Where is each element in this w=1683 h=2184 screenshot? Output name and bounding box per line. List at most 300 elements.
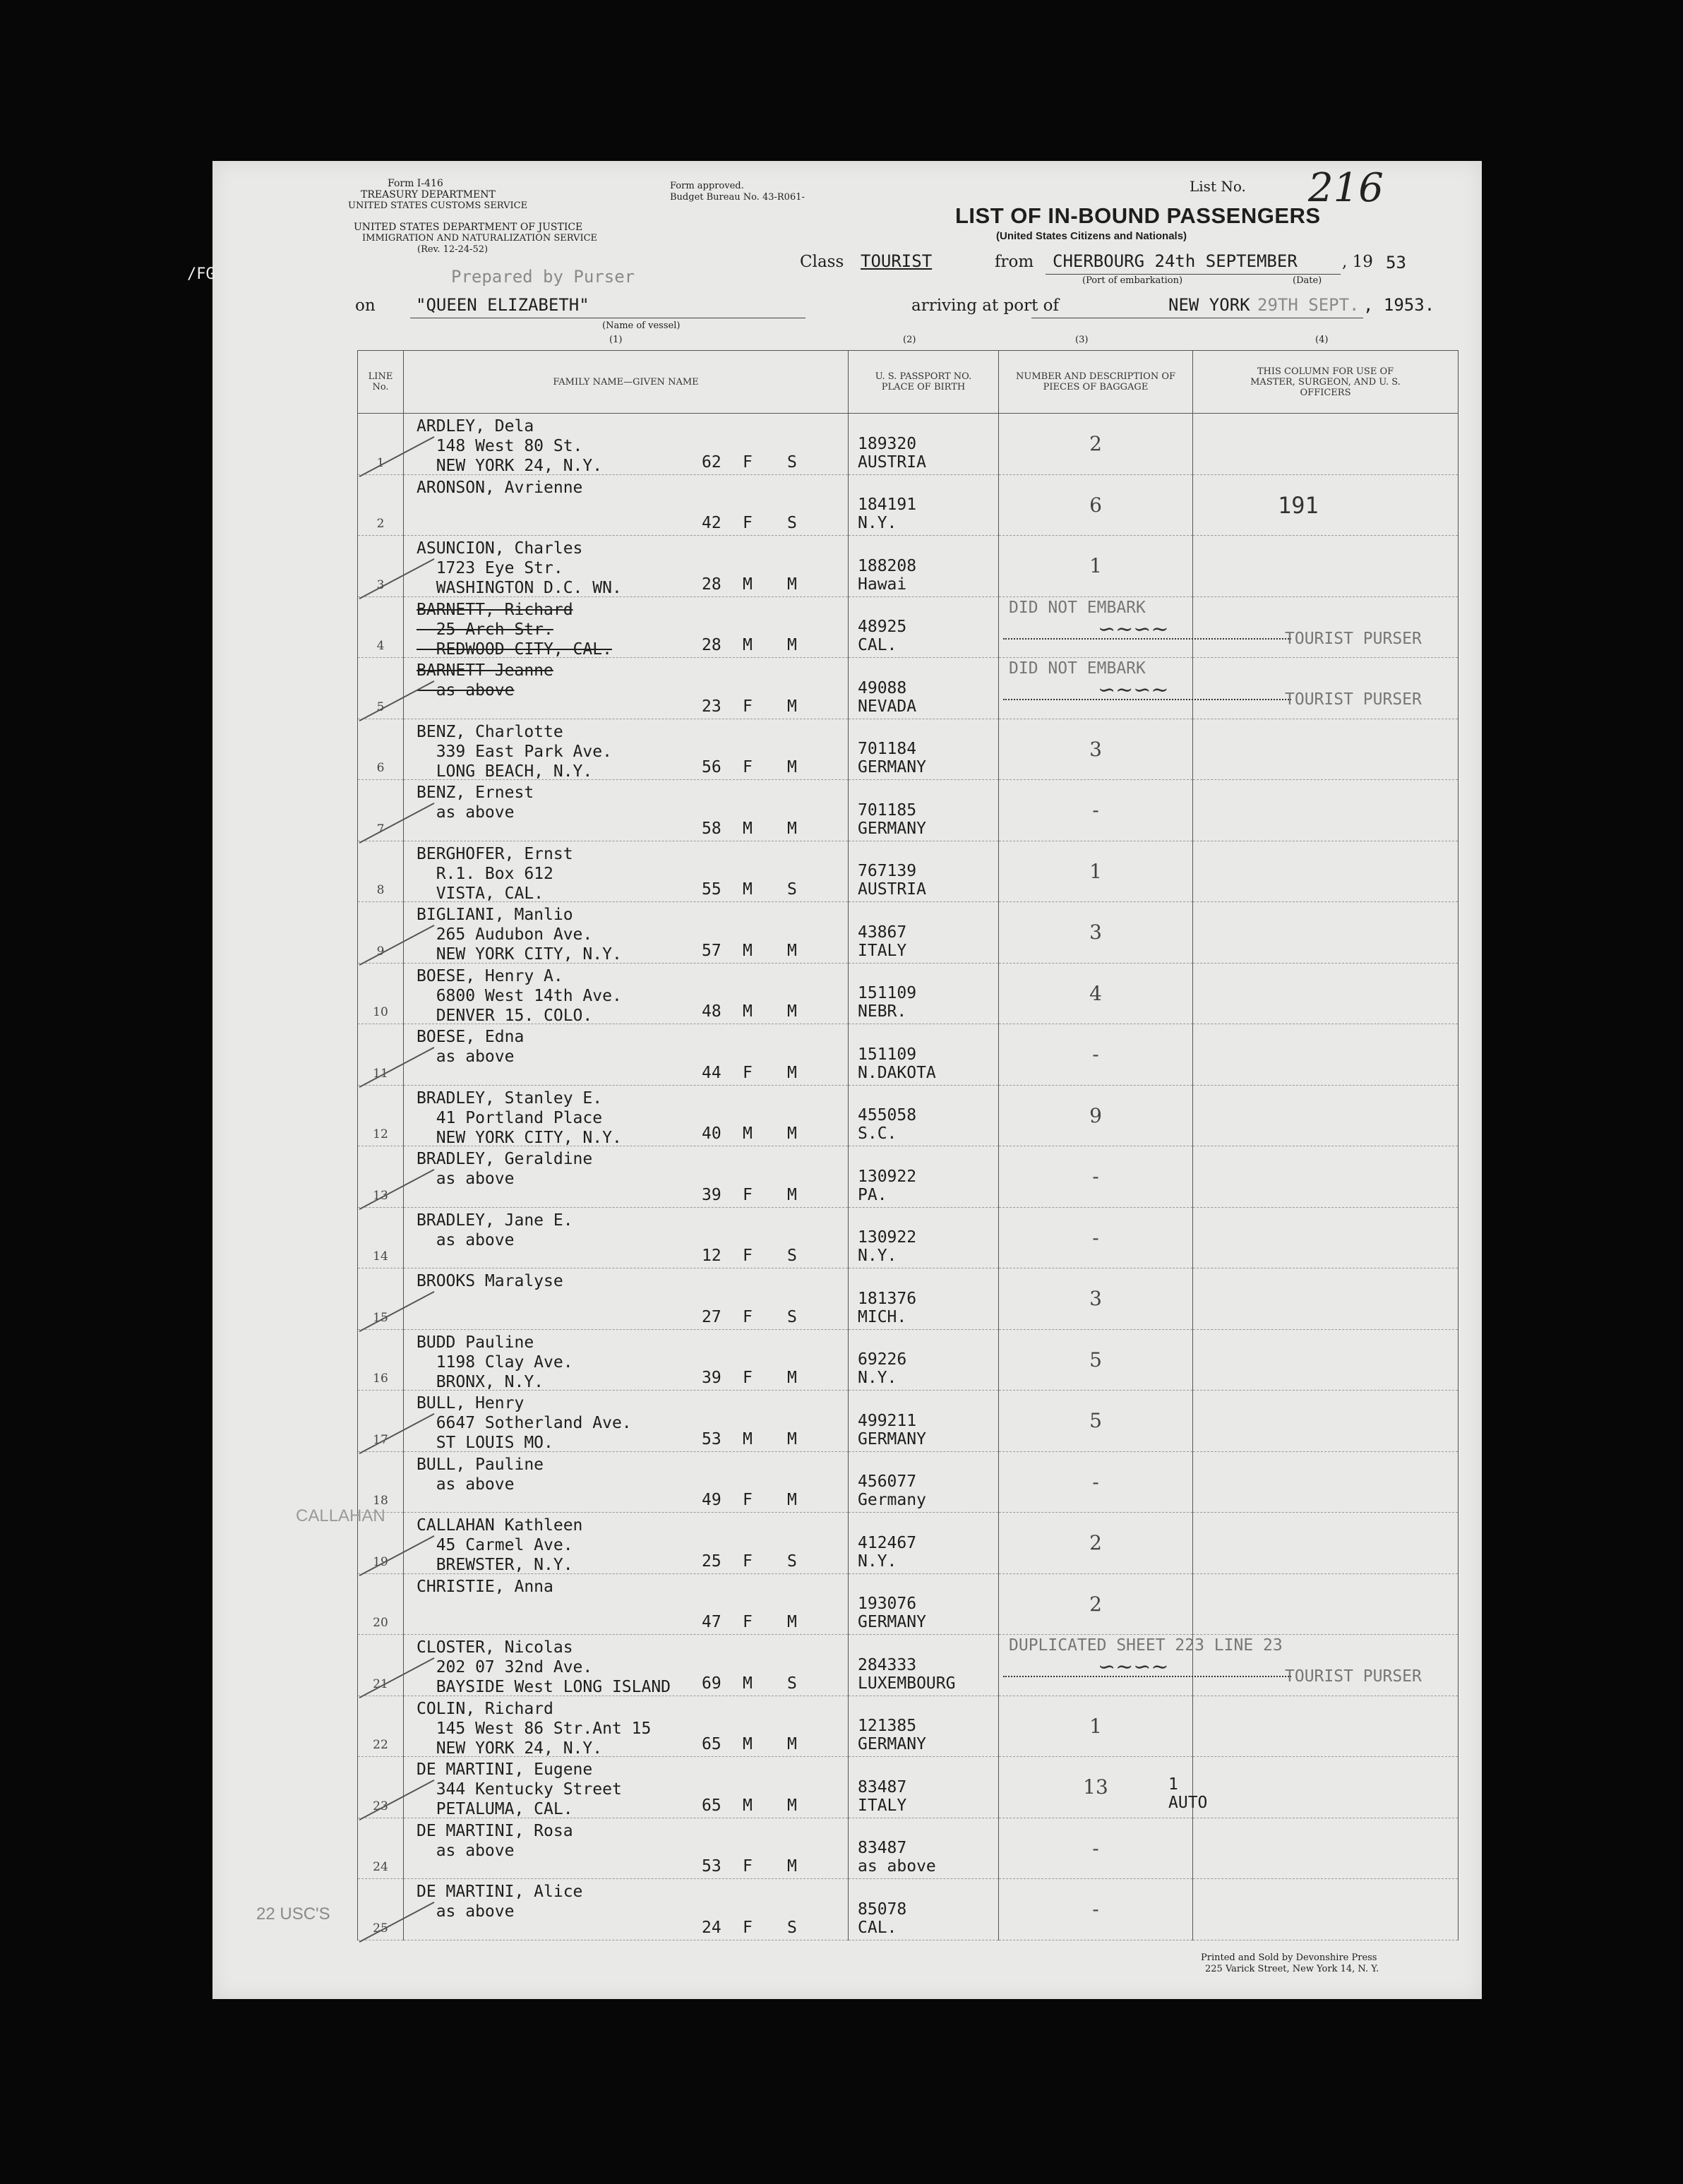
name-cell bbox=[404, 780, 849, 841]
baggage-cell bbox=[999, 1696, 1193, 1757]
passenger-name-address: CLOSTER, Nicolas 202 07 32nd Ave. BAYSIDE West LONG ISLAND bbox=[417, 1638, 671, 1696]
passport-number: 121385 bbox=[858, 1717, 917, 1735]
prepared-by: Prepared by Purser bbox=[451, 267, 635, 287]
embarkation-year: 53 bbox=[1386, 253, 1406, 272]
marital-status: S bbox=[787, 452, 797, 472]
table-row bbox=[358, 1635, 1459, 1696]
passenger-name-address: BOESE, Henry A. 6800 West 14th Ave. DENVER 15. COLO. bbox=[417, 966, 622, 1025]
on-label: on bbox=[355, 296, 376, 315]
table-row bbox=[358, 1268, 1459, 1330]
baggage-cell bbox=[999, 902, 1193, 964]
baggage-cell bbox=[999, 1024, 1193, 1086]
officers-cell bbox=[1193, 658, 1459, 719]
line-number-cell bbox=[358, 1818, 404, 1879]
passport-number: 188208 bbox=[858, 556, 917, 575]
place-of-birth: N.Y. bbox=[858, 1247, 897, 1265]
officers-cell bbox=[1193, 1757, 1459, 1818]
officers-cell bbox=[1193, 474, 1459, 536]
line-number: 12 bbox=[373, 1127, 388, 1141]
class-value: TOURIST bbox=[861, 251, 933, 271]
passenger-sex: M bbox=[743, 1674, 753, 1693]
table-row bbox=[358, 902, 1459, 964]
line-number-cell bbox=[358, 1085, 404, 1146]
line-number-cell bbox=[358, 1696, 404, 1757]
budget-bureau: Budget Bureau No. 43-R061- bbox=[670, 192, 805, 203]
baggage-count: 5 bbox=[1089, 1348, 1102, 1372]
place-of-birth: Germany bbox=[858, 1491, 926, 1509]
officers-cell bbox=[1193, 719, 1459, 780]
line-number: 6 bbox=[376, 761, 385, 775]
marital-status: M bbox=[787, 1369, 797, 1387]
name-cell bbox=[404, 902, 849, 964]
name-cell bbox=[404, 536, 849, 597]
line-number: 24 bbox=[373, 1860, 388, 1874]
passenger-age: 40 bbox=[702, 1124, 721, 1143]
passenger-sex: M bbox=[743, 575, 753, 594]
line-number: 8 bbox=[376, 883, 385, 897]
passenger-age: 25 bbox=[702, 1552, 721, 1571]
marital-status: M bbox=[787, 758, 797, 776]
passenger-age: 53 bbox=[702, 1857, 721, 1876]
passenger-sex: F bbox=[743, 452, 753, 472]
treasury-dept: TREASURY DEPARTMENT bbox=[361, 189, 496, 200]
form-approved: Form approved. bbox=[670, 181, 744, 191]
status-note: DID NOT EMBARK bbox=[1009, 598, 1146, 617]
passenger-age: 49 bbox=[702, 1491, 721, 1509]
passenger-age: 65 bbox=[702, 1735, 721, 1753]
place-of-birth: as above bbox=[858, 1857, 936, 1876]
baggage-count: 9 bbox=[1089, 1103, 1102, 1127]
passenger-age: 12 bbox=[702, 1247, 721, 1265]
officer-notation: 191 bbox=[1278, 491, 1319, 519]
officers-cell bbox=[1193, 780, 1459, 841]
place-of-birth: GERMANY bbox=[858, 1613, 926, 1631]
baggage-count: 2 bbox=[1089, 1592, 1102, 1616]
line-number: 3 bbox=[376, 577, 385, 592]
marital-status: M bbox=[787, 1857, 797, 1876]
header-line-no: LINE No. bbox=[358, 351, 404, 414]
passport-cell bbox=[849, 1573, 999, 1635]
table-row bbox=[358, 719, 1459, 780]
line-number-cell bbox=[358, 1451, 404, 1513]
officers-cell bbox=[1193, 1207, 1459, 1268]
page-title: LIST OF IN-BOUND PASSENGERS bbox=[955, 203, 1321, 228]
marital-status: M bbox=[787, 1124, 797, 1143]
place-of-birth: N.Y. bbox=[858, 1552, 897, 1571]
name-cell bbox=[404, 1268, 849, 1330]
passenger-sex: F bbox=[743, 1918, 753, 1937]
passport-cell bbox=[849, 963, 999, 1024]
passport-number: 412467 bbox=[858, 1533, 917, 1552]
baggage-cell bbox=[999, 1573, 1193, 1635]
baggage-cell bbox=[999, 963, 1193, 1024]
name-cell bbox=[404, 1207, 849, 1268]
baggage-cell bbox=[999, 1451, 1193, 1513]
marital-status: S bbox=[787, 1552, 797, 1571]
baggage-cell bbox=[999, 1818, 1193, 1879]
name-cell bbox=[404, 1146, 849, 1208]
passenger-sex: F bbox=[743, 1857, 753, 1876]
marital-status: M bbox=[787, 819, 797, 838]
passenger-sex: M bbox=[743, 1796, 753, 1815]
baggage-cell bbox=[999, 1635, 1283, 1696]
line-number: 19 bbox=[373, 1554, 388, 1569]
passenger-sex: F bbox=[743, 1063, 753, 1082]
header-baggage: NUMBER AND DESCRIPTION OF PIECES OF BAGGAGE bbox=[999, 351, 1193, 414]
marital-status: M bbox=[787, 1491, 797, 1509]
name-cell bbox=[404, 474, 849, 536]
name-cell bbox=[404, 1085, 849, 1146]
table-row bbox=[358, 1757, 1459, 1818]
place-of-birth: GERMANY bbox=[858, 1429, 926, 1448]
table-row bbox=[358, 1513, 1459, 1574]
port-caption: (Port of embarkation) bbox=[1082, 275, 1183, 286]
passport-number: 151109 bbox=[858, 1045, 917, 1064]
place-of-birth: CAL. bbox=[858, 1918, 897, 1937]
name-cell bbox=[404, 963, 849, 1024]
table-row bbox=[358, 414, 1459, 475]
line-number: 13 bbox=[373, 1188, 388, 1203]
status-note: DID NOT EMBARK bbox=[1009, 659, 1146, 678]
margin-note-callahan: CALLAHAN bbox=[296, 1506, 385, 1525]
passport-number: 184191 bbox=[858, 496, 917, 514]
baggage-count: - bbox=[1092, 1836, 1099, 1860]
passport-number: 284333 bbox=[858, 1655, 917, 1674]
baggage-count: 2 bbox=[1089, 1531, 1102, 1554]
place-of-birth: ITALY bbox=[858, 1796, 907, 1815]
status-note: DUPLICATED SHEET 223 LINE 23 bbox=[1009, 1636, 1283, 1655]
passport-number: 455058 bbox=[858, 1106, 917, 1124]
passenger-sex: F bbox=[743, 1613, 753, 1631]
margin-code: /FG bbox=[187, 265, 215, 283]
column-number-4: (4) bbox=[1315, 335, 1329, 345]
passenger-sex: F bbox=[743, 1247, 753, 1265]
line-number: 11 bbox=[373, 1066, 388, 1081]
table-row bbox=[358, 1573, 1459, 1635]
baggage-count: - bbox=[1092, 1897, 1099, 1921]
officers-cell bbox=[1193, 1391, 1459, 1452]
passport-cell bbox=[849, 1696, 999, 1757]
name-cell bbox=[404, 414, 849, 475]
place-of-birth: GERMANY bbox=[858, 1735, 926, 1753]
passenger-sex: M bbox=[743, 1429, 753, 1448]
officers-cell bbox=[1193, 1268, 1459, 1330]
passenger-name-address: CALLAHAN Kathleen 45 Carmel Ave. BREWSTER, N.Y. bbox=[417, 1516, 583, 1574]
place-of-birth: PA. bbox=[858, 1185, 887, 1204]
line-number: 25 bbox=[373, 1921, 388, 1936]
vessel-caption: (Name of vessel) bbox=[602, 320, 681, 331]
marital-status: M bbox=[787, 575, 797, 594]
header-officers: THIS COLUMN FOR USE OF MASTER, SURGEON, AND U. S. OFFICERS bbox=[1193, 351, 1459, 414]
passport-cell bbox=[849, 1818, 999, 1879]
name-cell bbox=[404, 1757, 849, 1818]
name-cell bbox=[404, 1329, 849, 1391]
name-cell bbox=[404, 1513, 849, 1574]
line-number: 20 bbox=[373, 1616, 388, 1630]
passport-number: 130922 bbox=[858, 1228, 917, 1247]
officers-cell bbox=[1193, 1024, 1459, 1086]
marital-status: M bbox=[787, 1735, 797, 1753]
passport-number: 83487 bbox=[858, 1839, 907, 1857]
baggage-cell bbox=[999, 1207, 1193, 1268]
arriving-label: arriving at port of bbox=[911, 296, 1059, 315]
officers-cell bbox=[1193, 963, 1459, 1024]
passport-number: 181376 bbox=[858, 1289, 917, 1308]
passenger-age: 58 bbox=[702, 819, 721, 838]
passenger-sex: M bbox=[743, 636, 753, 654]
passport-number: 767139 bbox=[858, 862, 917, 880]
table-row bbox=[358, 1879, 1459, 1940]
baggage-cell bbox=[999, 596, 1193, 658]
passenger-age: 44 bbox=[702, 1063, 721, 1082]
passport-cell bbox=[849, 719, 999, 780]
place-of-birth: CAL. bbox=[858, 636, 897, 654]
baggage-cell bbox=[999, 536, 1193, 597]
handwritten-signature: ∽∼∽∼ bbox=[1098, 678, 1169, 702]
name-cell bbox=[404, 1696, 849, 1757]
officers-cell bbox=[1193, 596, 1459, 658]
passenger-age: 23 bbox=[702, 697, 721, 716]
line-number: 14 bbox=[373, 1249, 388, 1264]
handwritten-signature: ∽∼∽∼ bbox=[1098, 616, 1169, 642]
passport-cell bbox=[849, 1879, 999, 1940]
baggage-cell bbox=[999, 1268, 1193, 1330]
printer-address: 225 Varick Street, New York 14, N. Y. bbox=[1205, 1964, 1379, 1974]
baggage-count: 3 bbox=[1089, 737, 1102, 761]
passenger-age: 69 bbox=[702, 1674, 721, 1693]
marital-status: S bbox=[787, 514, 797, 532]
name-cell bbox=[404, 1573, 849, 1635]
passport-cell bbox=[849, 658, 999, 719]
table-row bbox=[358, 963, 1459, 1024]
passenger-name-address: BULL, Henry 6647 Sotherland Ave. ST LOUIS MO. bbox=[417, 1394, 632, 1452]
table-row bbox=[358, 1024, 1459, 1086]
form-number: Form I-416 bbox=[388, 178, 443, 189]
line-number-cell bbox=[358, 841, 404, 902]
table-row bbox=[358, 658, 1459, 719]
passenger-age: 24 bbox=[702, 1918, 721, 1937]
passport-cell bbox=[849, 1513, 999, 1574]
name-cell bbox=[404, 1879, 849, 1940]
baggage-count: - bbox=[1092, 1043, 1099, 1066]
passenger-name-address: CHRISTIE, Anna bbox=[417, 1577, 553, 1596]
passenger-age: 27 bbox=[702, 1307, 721, 1326]
place-of-birth: NEBR. bbox=[858, 1002, 907, 1021]
passenger-age: 47 bbox=[702, 1613, 721, 1631]
table-row bbox=[358, 841, 1459, 902]
baggage-count: - bbox=[1092, 1165, 1099, 1188]
table-row bbox=[358, 536, 1459, 597]
signer-title: TOURIST PURSER bbox=[1285, 1667, 1422, 1686]
place-of-birth: S.C. bbox=[858, 1124, 897, 1143]
baggage-count: 1 bbox=[1089, 859, 1102, 883]
passenger-name-address: BOESE, Edna as above bbox=[417, 1028, 525, 1066]
passport-cell bbox=[849, 1635, 999, 1696]
place-of-birth: AUSTRIA bbox=[858, 880, 926, 899]
passenger-name-address: BULL, Pauline as above bbox=[417, 1455, 544, 1494]
line-number: 10 bbox=[373, 1005, 388, 1019]
customs-service: UNITED STATES CUSTOMS SERVICE bbox=[348, 200, 528, 211]
marital-status: M bbox=[787, 1185, 797, 1204]
marital-status: S bbox=[787, 1674, 797, 1693]
passenger-age: 65 bbox=[702, 1796, 721, 1815]
passenger-sex: F bbox=[743, 697, 753, 716]
baggage-count: - bbox=[1092, 1225, 1099, 1249]
marital-status: M bbox=[787, 1429, 797, 1448]
arrival-date: 29TH SEPT. bbox=[1257, 295, 1360, 315]
column-number-2: (2) bbox=[903, 335, 916, 345]
passport-cell bbox=[849, 1268, 999, 1330]
baggage-count: 2 bbox=[1089, 432, 1102, 455]
passport-cell bbox=[849, 1146, 999, 1208]
name-cell bbox=[404, 596, 849, 658]
line-number: 7 bbox=[376, 822, 385, 836]
baggage-count: 3 bbox=[1089, 1287, 1102, 1310]
passport-cell bbox=[849, 1757, 999, 1818]
baggage-cell bbox=[999, 719, 1193, 780]
marital-status: M bbox=[787, 1002, 797, 1021]
date-caption: (Date) bbox=[1293, 275, 1322, 286]
passenger-name-address: DE MARTINI, Rosa as above bbox=[417, 1821, 573, 1860]
passenger-sex: F bbox=[743, 1552, 753, 1571]
line-number: 2 bbox=[376, 517, 385, 531]
officers-cell bbox=[1193, 1635, 1459, 1696]
officers-cell bbox=[1193, 841, 1459, 902]
officers-cell bbox=[1193, 1513, 1459, 1574]
passenger-age: 39 bbox=[702, 1369, 721, 1387]
marital-status: M bbox=[787, 1613, 797, 1631]
name-cell bbox=[404, 1391, 849, 1452]
table-row bbox=[358, 474, 1459, 536]
passenger-name-address: BENZ, Charlotte 339 East Park Ave. LONG BEACH, N.Y. bbox=[417, 722, 612, 781]
passport-number: 701184 bbox=[858, 740, 917, 758]
passport-cell bbox=[849, 1329, 999, 1391]
line-number: 21 bbox=[373, 1676, 388, 1691]
line-number: 18 bbox=[373, 1494, 388, 1508]
passenger-name-address: BRADLEY, Geraldine as above bbox=[417, 1150, 593, 1188]
line-number-cell bbox=[358, 963, 404, 1024]
passport-number: 83487 bbox=[858, 1777, 907, 1796]
place-of-birth: GERMANY bbox=[858, 758, 926, 776]
officers-cell bbox=[1193, 536, 1459, 597]
passenger-name-address: BRADLEY, Stanley E. 41 Portland Place NEW YORK CITY, N.Y. bbox=[417, 1088, 622, 1147]
passenger-name-address: DE MARTINI, Alice as above bbox=[417, 1883, 583, 1921]
officers-cell bbox=[1193, 1451, 1459, 1513]
baggage-cell bbox=[999, 780, 1193, 841]
place-of-birth: Hawai bbox=[858, 575, 907, 594]
place-of-birth: N.Y. bbox=[858, 1369, 897, 1387]
passenger-sex: M bbox=[743, 1002, 753, 1021]
passenger-table bbox=[357, 350, 1459, 1940]
baggage-count: 4 bbox=[1089, 981, 1102, 1005]
passenger-age: 53 bbox=[702, 1429, 721, 1448]
baggage-cell bbox=[999, 1391, 1193, 1452]
line-number: 23 bbox=[373, 1799, 388, 1813]
ins-service: IMMIGRATION AND NATURALIZATION SERVICE bbox=[362, 233, 598, 244]
baggage-count: - bbox=[1092, 798, 1099, 822]
baggage-count: 13 bbox=[1083, 1775, 1108, 1799]
passport-number: 48925 bbox=[858, 618, 907, 636]
table-row bbox=[358, 1451, 1459, 1513]
line-number: 9 bbox=[376, 944, 385, 959]
marital-status: S bbox=[787, 1918, 797, 1937]
officers-cell bbox=[1193, 902, 1459, 964]
passport-cell bbox=[849, 1451, 999, 1513]
passenger-name-address: BARNETT Jeanne as above bbox=[417, 661, 553, 700]
baggage-cell bbox=[999, 1085, 1193, 1146]
officers-cell bbox=[1193, 414, 1459, 475]
passport-cell bbox=[849, 1391, 999, 1452]
handwritten-signature: ∽∼∽∼ bbox=[1098, 1655, 1169, 1679]
passenger-age: 57 bbox=[702, 941, 721, 960]
from-label: from bbox=[995, 253, 1034, 271]
line-number: 22 bbox=[373, 1738, 388, 1752]
line-number: 1 bbox=[376, 455, 385, 470]
justice-dept: UNITED STATES DEPARTMENT OF JUSTICE bbox=[354, 222, 583, 233]
passport-number: 49088 bbox=[858, 678, 907, 697]
passport-cell bbox=[849, 902, 999, 964]
line-number: 4 bbox=[376, 639, 385, 653]
passenger-name-address: COLIN, Richard 145 West 86 Str.Ant 15 NEW YORK 24, N.Y. bbox=[417, 1699, 652, 1758]
passenger-sex: M bbox=[743, 819, 753, 838]
passenger-age: 42 bbox=[702, 514, 721, 532]
passport-number: 151109 bbox=[858, 984, 917, 1002]
name-cell bbox=[404, 1635, 849, 1696]
vessel-name: "QUEEN ELIZABETH" bbox=[416, 295, 589, 315]
baggage-count: 1 bbox=[1089, 554, 1102, 577]
column-number-1: (1) bbox=[609, 335, 623, 345]
baggage-cell bbox=[999, 658, 1193, 719]
line-number-cell bbox=[358, 596, 404, 658]
officers-cell bbox=[1193, 1085, 1459, 1146]
officers-cell bbox=[1193, 1146, 1459, 1208]
passenger-sex: F bbox=[743, 1185, 753, 1204]
passenger-sex: F bbox=[743, 514, 753, 532]
place-of-birth: MICH. bbox=[858, 1307, 907, 1326]
baggage-cell bbox=[999, 1513, 1193, 1574]
officers-cell bbox=[1193, 1879, 1459, 1940]
passport-cell bbox=[849, 596, 999, 658]
passenger-sex: M bbox=[743, 880, 753, 899]
page-subtitle: (United States Citizens and Nationals) bbox=[996, 230, 1187, 242]
passenger-sex: F bbox=[743, 1369, 753, 1387]
marital-status: S bbox=[787, 1307, 797, 1326]
table-row bbox=[358, 1818, 1459, 1879]
passenger-name-address: ASUNCION, Charles 1723 Eye Str. WASHINGTON D.C. WN. bbox=[417, 539, 622, 597]
passenger-name-address: BROOKS Maralyse bbox=[417, 1272, 563, 1290]
line-number-cell bbox=[358, 1573, 404, 1635]
revision-date: (Rev. 12-24-52) bbox=[417, 244, 489, 255]
table-row bbox=[358, 1696, 1459, 1757]
passenger-sex: M bbox=[743, 941, 753, 960]
passenger-name-address: BENZ, Ernest as above bbox=[417, 784, 534, 822]
passport-cell bbox=[849, 1085, 999, 1146]
table-row bbox=[358, 1085, 1459, 1146]
passport-number: 456077 bbox=[858, 1472, 917, 1491]
column-number-3: (3) bbox=[1075, 335, 1089, 345]
passenger-age: 56 bbox=[702, 758, 721, 776]
list-number: 216 bbox=[1308, 165, 1384, 211]
passport-number: 85078 bbox=[858, 1900, 907, 1919]
marital-status: M bbox=[787, 941, 797, 960]
list-number-label: List No. bbox=[1190, 178, 1246, 195]
passenger-name-address: BIGLIANI, Manlio 265 Audubon Ave. NEW YORK CITY, N.Y. bbox=[417, 906, 622, 964]
officers-cell bbox=[1193, 1573, 1459, 1635]
name-cell bbox=[404, 1451, 849, 1513]
passport-number: 69226 bbox=[858, 1350, 907, 1369]
arrival-port: NEW YORK bbox=[1168, 295, 1250, 315]
year-prefix: , 19 bbox=[1342, 253, 1373, 271]
